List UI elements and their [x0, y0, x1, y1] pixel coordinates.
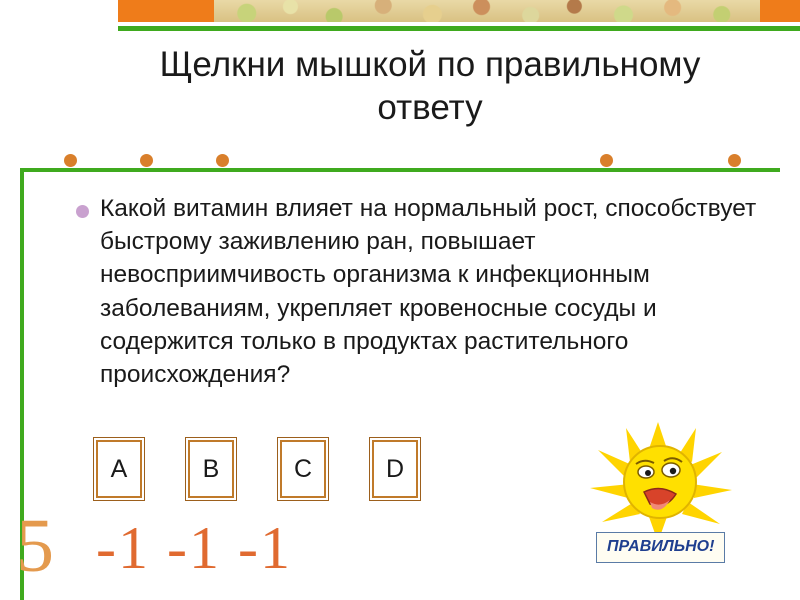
answer-choice-d[interactable]	[372, 440, 418, 498]
decorative-dot	[728, 154, 741, 167]
sun-smiley-illustration	[572, 418, 762, 548]
decorative-dot	[216, 154, 229, 167]
orange-block-right	[760, 0, 800, 22]
green-horizontal-rule-middle	[20, 168, 780, 172]
decorative-dot	[140, 154, 153, 167]
decorative-dot	[600, 154, 613, 167]
answer-choice-c-label: C	[293, 454, 313, 483]
answer-choice-b-label: B	[202, 454, 220, 483]
header-decorative-band	[0, 0, 800, 34]
penalty-numbers: -1 -1 -1	[96, 515, 292, 581]
fruit-photo-strip	[214, 0, 760, 22]
score-big-number: 5	[16, 504, 54, 588]
question-text: Какой витамин влияет на нормальный рост, способствует быстрому заживлению ран, повышает невосприимчивость организма к инфекционным заболеваниям, укрепляет кровеносные сосуды и содержится только в продуктах растительного происхождения?	[100, 195, 757, 388]
answer-choice-a[interactable]	[96, 440, 142, 498]
feedback-correct-badge[interactable]: ПРАВИЛЬНО!	[596, 532, 725, 563]
answer-choice-a-label: A	[110, 454, 128, 483]
orange-block-left	[118, 0, 214, 22]
answer-choice-d-label: D	[385, 454, 405, 483]
answer-choice-b[interactable]	[188, 440, 234, 498]
answer-choice-c[interactable]	[280, 440, 326, 498]
page-title: Щелкни мышкой по правильному ответу	[159, 45, 701, 127]
decorative-dot-row	[40, 154, 740, 168]
decorative-dot	[64, 154, 77, 167]
green-horizontal-rule-top	[118, 26, 800, 31]
bullet-point-icon	[76, 205, 89, 218]
